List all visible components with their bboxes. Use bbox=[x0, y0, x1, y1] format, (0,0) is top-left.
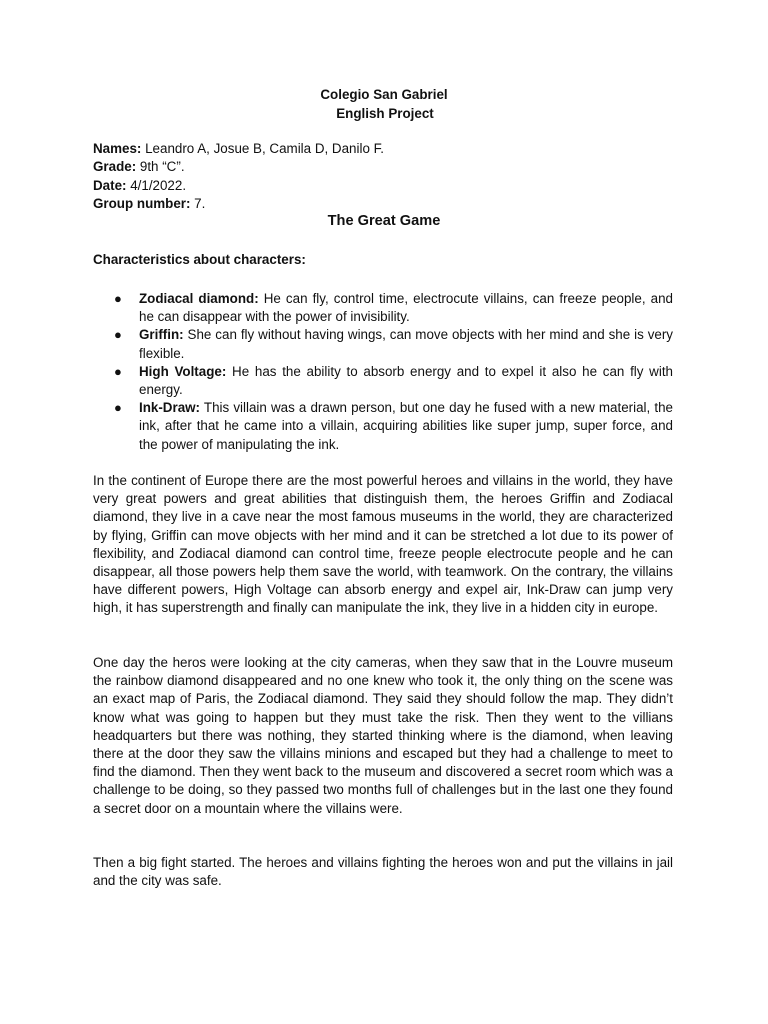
character-description: This villain was a drawn person, but one day he fused with a new material, the ink, after that he came into a villain, acquiring abilities like super jump, super force, and the power of manipulating the ink. bbox=[139, 400, 673, 452]
names-line bbox=[93, 140, 384, 158]
date-line bbox=[93, 177, 384, 195]
project-subject: English Project bbox=[336, 105, 434, 121]
character-description: He has the ability to absorb energy and to expel it also he can fly with energy. bbox=[139, 363, 673, 398]
group-number-line bbox=[93, 195, 384, 213]
bullet-icon: ● bbox=[114, 363, 122, 379]
bullet-icon: ● bbox=[114, 291, 122, 306]
school-name: Colegio San Gabriel bbox=[320, 87, 448, 102]
date-label: Date: bbox=[93, 177, 127, 193]
names-label: Names: bbox=[93, 141, 142, 156]
story-paragraph: In the continent of Europe there are the most powerful heroes and villains in the world, they have very great powers and great abilities that distinguish them, the heroes Griffin and Zodiacal diamond, they live in a cave near the most famous museums in the world, they are characterized by flying, Griffin can move objects with her mind and it can be stretched a lot due to its power of flexibility, and Zodiacal diamond can control time, freeze people electrocute people and he can disappear, all those powers help them save the world, with teamwork. On the contrary, the villains have different powers, High Voltage can absorb energy and expel air, Ink-Draw can jump very high, it has superstrength and finally can manipulate the ink, they live in a hidden city in europe. bbox=[93, 473, 673, 616]
group-number-value: 7. bbox=[190, 195, 206, 211]
story-title: The Great Game bbox=[327, 213, 441, 229]
list-item bbox=[93, 326, 673, 362]
grade-line bbox=[93, 158, 384, 176]
grade-value: 9th “C”. bbox=[136, 159, 185, 175]
list-item bbox=[93, 290, 673, 326]
character-name: Zodiacal diamond: bbox=[139, 291, 259, 306]
grade-label: Grade: bbox=[93, 159, 137, 175]
character-description: She can fly without having wings, can move objects with her mind and she is very flexible. bbox=[139, 327, 673, 361]
character-name: High Voltage: bbox=[139, 363, 227, 379]
date-value: 4/1/2022. bbox=[126, 177, 187, 193]
characters-heading: Characteristics about characters: bbox=[93, 252, 306, 267]
student-info bbox=[93, 140, 384, 213]
list-item bbox=[93, 363, 673, 399]
group-number-label: Group number: bbox=[93, 195, 191, 211]
names-value: Leandro A, Josue B, Camila D, Danilo F. bbox=[141, 141, 385, 156]
story-paragraph: One day the heros were looking at the city cameras, when they saw that in the Louvre museum the rainbow diamond disappeared and no one knew who took it, the only thing on the scene was an exact map of Paris, the Zodiacal diamond. They said they should follow the map. They didn’t know what was going to happen but they must take the risk. Then they went to the villians headquarters but there was nothing, they started thinking where is the diamond, when leaving there at the door they saw the villains minions and escaped but they had a challenge to meet to find the diamond. Then they went back to the museum and discovered a secret room which was a challenge to be doing, so they passed two months full of challenges but in the last one they found a secret door on a mountain where the villains were. bbox=[93, 655, 673, 816]
story-paragraph: Then a big fight started. The heroes and villains fighting the heroes won and put the villains in jail and the city was safe. bbox=[93, 855, 673, 889]
character-name: Griffin: bbox=[139, 327, 184, 343]
character-description: He can fly, control time, electrocute villains, can freeze people, and he can disappear with the power of invisibility. bbox=[139, 291, 673, 325]
bullet-icon: ● bbox=[114, 327, 122, 343]
bullet-icon: ● bbox=[114, 400, 122, 416]
characters-list bbox=[93, 290, 673, 454]
document-header bbox=[0, 86, 768, 123]
list-item bbox=[93, 399, 673, 454]
character-name: Ink-Draw: bbox=[139, 400, 201, 416]
